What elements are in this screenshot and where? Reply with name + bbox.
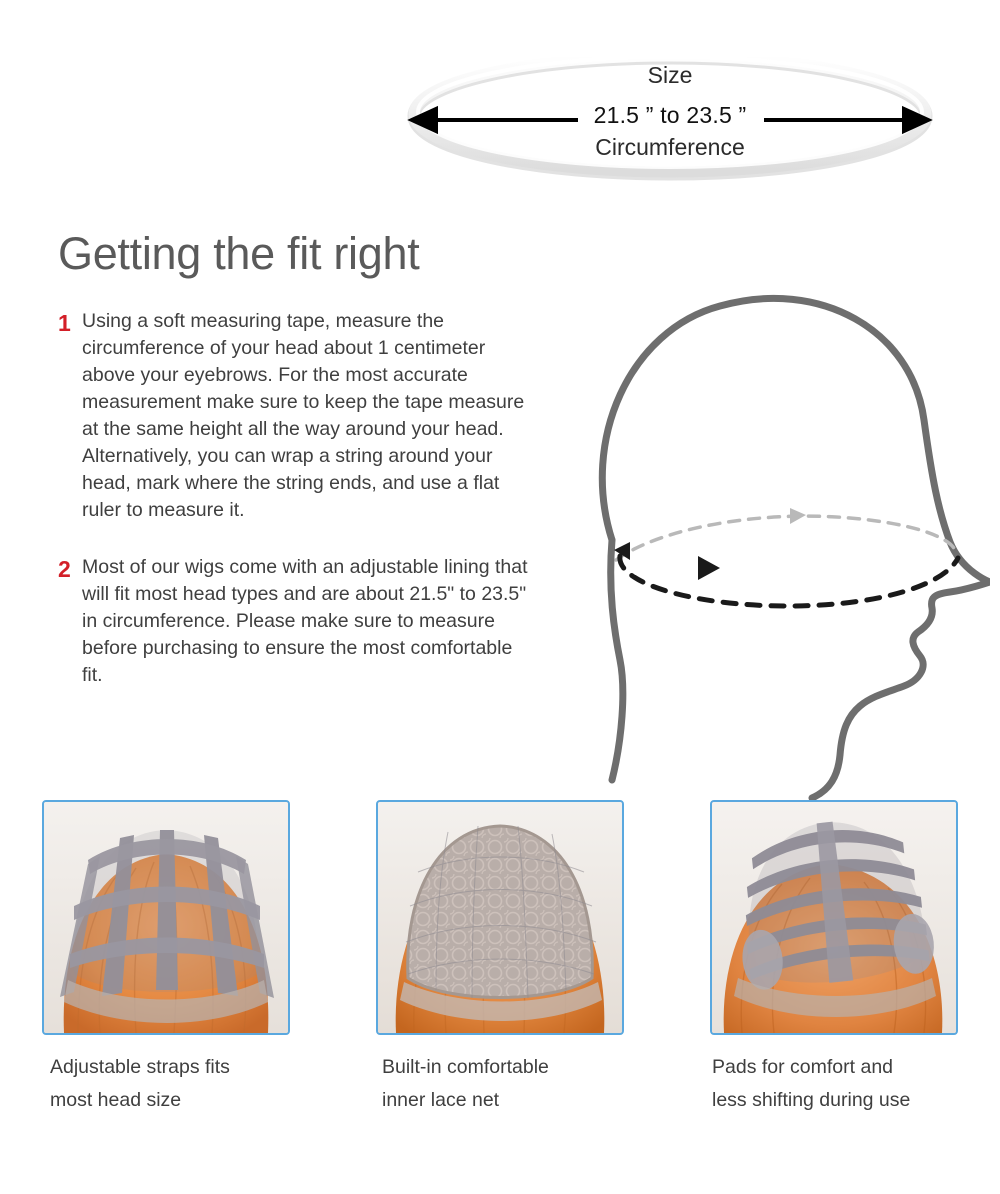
step-number: 2 <box>58 556 71 582</box>
card-caption-line1: Pads for comfort and <box>712 1056 894 1078</box>
size-label: Size <box>647 62 693 88</box>
card-caption-line2: inner lace net <box>382 1089 500 1111</box>
card-caption <box>376 1051 624 1117</box>
step-text: Using a soft measuring tape, measure the circumference of your head about 1 centimeter above your eyebrows. For the most accurate measurement make sure to keep the tape measure at the same height all the way around your head. Alternatively, you can wrap a string around your head, mark where the string ends, and use a flat ruler to measure it. <box>82 310 525 521</box>
wig-cap-strap-photo <box>42 800 290 1035</box>
feature-cards <box>0 800 1000 1117</box>
feature-card-comfort-pads <box>710 800 958 1117</box>
wig-cap-lace-photo <box>376 800 624 1035</box>
instruction-step-2 <box>58 554 528 689</box>
size-ring-diagram <box>400 48 940 188</box>
step-number: 1 <box>58 310 71 336</box>
card-caption <box>710 1051 958 1117</box>
feature-card-adjustable-straps <box>42 800 290 1117</box>
card-caption-line1: Adjustable straps fits <box>50 1056 230 1078</box>
feature-card-lace-net <box>376 800 624 1117</box>
card-caption-line2: most head size <box>50 1089 182 1111</box>
card-caption-line1: Built-in comfortable <box>382 1056 549 1078</box>
head-measure-diagram <box>520 210 990 800</box>
circumference-label: Circumference <box>595 134 745 160</box>
wig-cap-pads-photo <box>710 800 958 1035</box>
step-text: Most of our wigs come with an adjustable lining that will fit most head types and are about 21.5" to 23.5" in circumference. Please make sure to measure before purchasing to ensure the most comfortable fit. <box>82 556 528 686</box>
head-profile-illustration <box>520 210 990 800</box>
instructions-column <box>58 228 528 719</box>
card-caption-line2: less shifting during use <box>712 1089 911 1111</box>
instruction-step-1 <box>58 308 528 524</box>
size-value: 21.5 ” to 23.5 ” <box>593 102 747 128</box>
page-title: Getting the fit right <box>58 228 420 279</box>
card-caption <box>42 1051 290 1117</box>
